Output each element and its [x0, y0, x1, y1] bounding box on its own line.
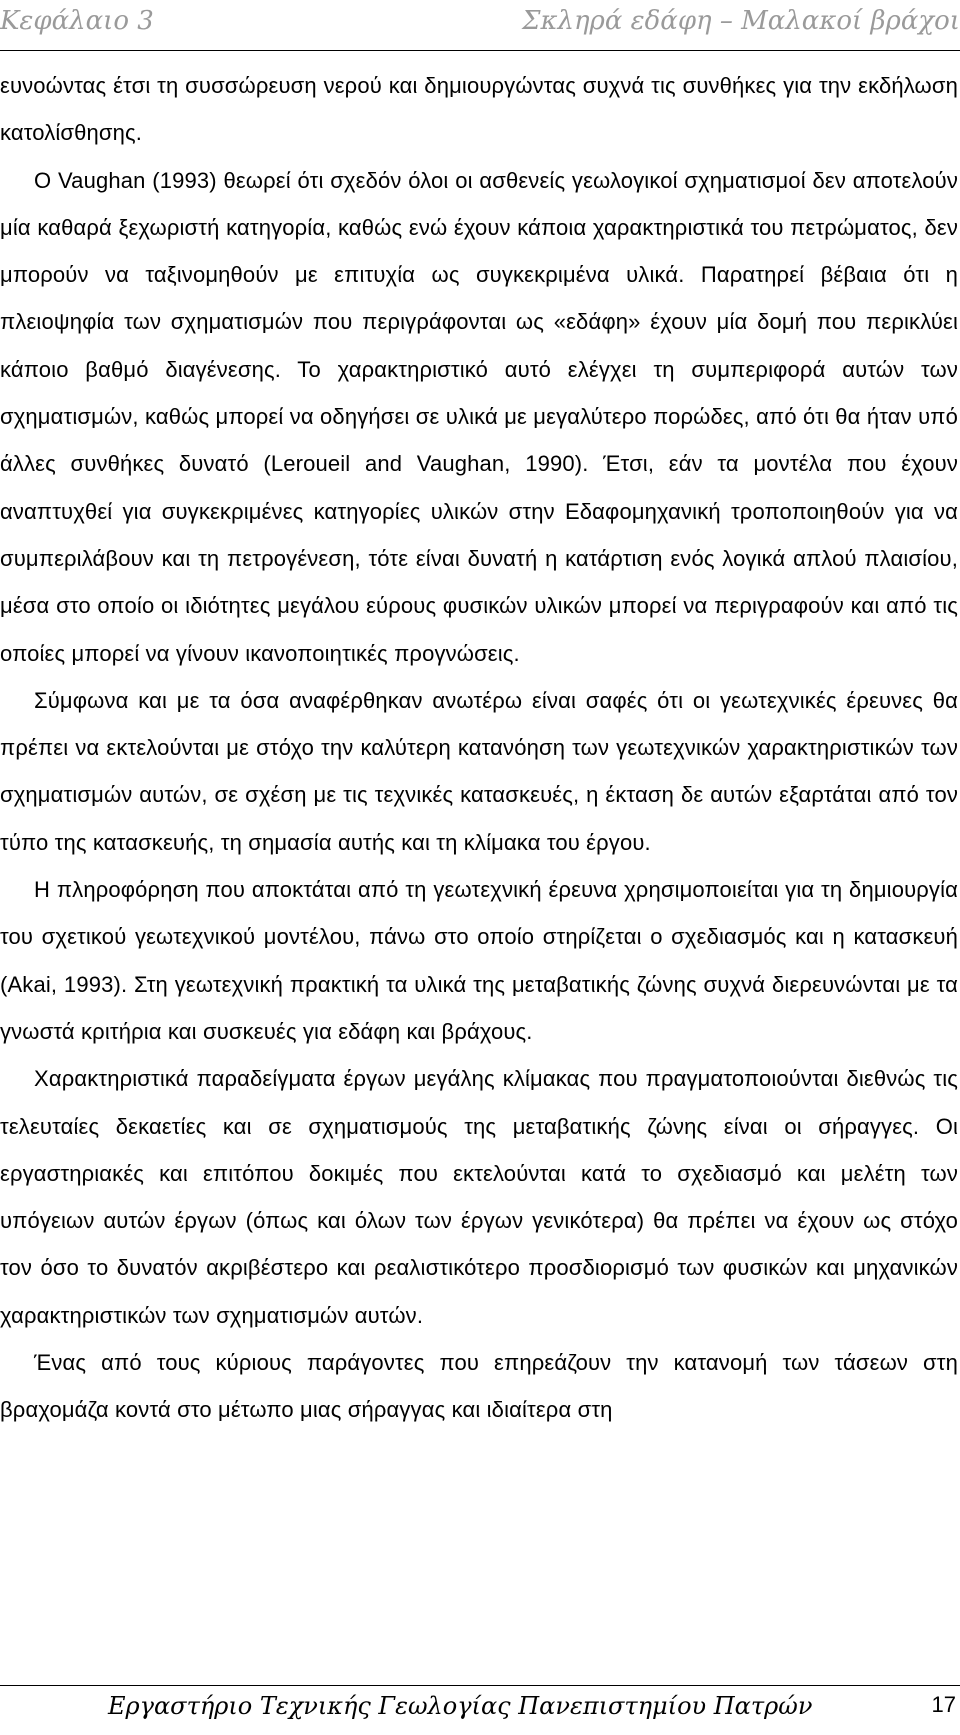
- body-text: [0, 62, 958, 1434]
- paragraph-geotechnical-surveys: Σύμφωνα και με τα όσα αναφέρθηκαν ανωτέρω είναι σαφές ότι οι γεωτεχνικές έρευνες θα πρέπει να εκτελούνται με στόχο την καλύτερη κατανόηση των γεωτεχνικών χαρακτηριστικών των σχηματισμών αυτών, σε σχέση με τις τεχνικές κατασκευές, η έκταση δε αυτών εξαρτάται από τον τύπο της κατασκευής, τη σημασία αυτής και τη κλίμακα του έργου.: [0, 687, 958, 855]
- paragraph-information: Η πληροφόρηση που αποκτάται από τη γεωτεχνική έρευνα χρησιμοποιείται για τη δημιουργία του σχετικού γεωτεχνικού μοντέλου, πάνω στο οποίο στηρίζεται ο σχεδιασμός και η κατασκευή (Akai, 1993). Στη γεωτεχνική πρακτική τα υλικά της μεταβατικής ζώνης συχνά διερευνώνται με τα γνωστά κριτήρια και συσκευές για εδάφη και βράχους.: [0, 877, 958, 1044]
- paragraph-continuation: ευνοώντας έτσι τη συσσώρευση νερού και δημιουργώντας συχνά τις συνθήκες για την εκδήλωση κατολίσθησης.: [0, 73, 958, 146]
- paragraph-stress-distribution: Ένας από τους κύριους παράγοντες που επηρεάζουν την κατανομή των τάσεων στη βραχομάζα κοντά στο μέτωπο μιας σήραγγας και ιδιαίτερα στη: [0, 1350, 958, 1423]
- running-header: [0, 0, 960, 51]
- running-footer: [0, 1685, 960, 1735]
- header-section-title: Σκληρά εδάφη – Μαλακοί βράχοι: [522, 6, 960, 36]
- footer-institution: Εργαστήριο Τεχνικής Γεωλογίας Πανεπιστημίου Πατρών: [108, 1692, 813, 1720]
- header-chapter: Κεφάλαιο 3: [0, 6, 154, 36]
- page-number: 17: [931, 1692, 956, 1717]
- paragraph-vaughan: Ο Vaughan (1993) θεωρεί ότι σχεδόν όλοι οι ασθενείς γεωλογικοί σχηματισμοί δεν αποτελούν μία καθαρά ξεχωριστή κατηγορία, καθώς ενώ έχουν κάποια χαρακτηριστικά του πετρώματος, δεν μπορούν να ταξινομηθούν με επιτυχία ως συγκεκριμένα υλικά. Παρατηρεί βέβαια ότι η πλειοψηφία των σχηματισμών που περιγράφονται ως «εδάφη» έχουν μία δομή που περικλύει κάποιο βαθμό διαγένεσης. Το χαρακτηριστικό αυτό ελέγχει τη συμπεριφορά αυτών των σχηματισμών, καθώς μπορεί να οδηγήσει σε υλικά με μεγαλύτερο πορώδες, από ότι θα ήταν υπό άλλες συνθήκες δυνατό (Leroueil and Vaughan, 1990). Έτσι, εάν τα μοντέλα που έχουν αναπτυχθεί για συγκεκριμένες κατηγορίες υλικών στην Εδαφομηχανική τροποποιηθούν για να συμπεριλάβουν και τη πετρογένεση, τότε είναι δυνατή η κατάρτιση ενός λογικά απλού πλαισίου, μέσα στο οποίο οι ιδιότητες μεγάλου εύρους φυσικών υλικών μπορεί να περιγραφούν και από τις οποίες μπορεί να γίνουν ικανοποιητικές προγνώσεις.: [0, 167, 958, 666]
- paragraph-tunnels: Χαρακτηριστικά παραδείγματα έργων μεγάλης κλίμακας που πραγματοποιούνται διεθνώς τις τελευταίες δεκαετίες και σε σχηματισμούς της μεταβατικής ζώνης είναι οι σήραγγες. Οι εργαστηριακές και επιτόπου δοκιμές που εκτελούνται κατά το σχεδιασμό και μελέτη των υπόγειων αυτών έργων (όπως και όλων των έργων γενικότερα) θα πρέπει να έχουν ως στόχο τον όσο το δυνατόν ακριβέστερο και ρεαλιστικότερο προσδιορισμό των φυσικών και μηχανικών χαρακτηριστικών των σχηματισμών αυτών.: [0, 1066, 958, 1328]
